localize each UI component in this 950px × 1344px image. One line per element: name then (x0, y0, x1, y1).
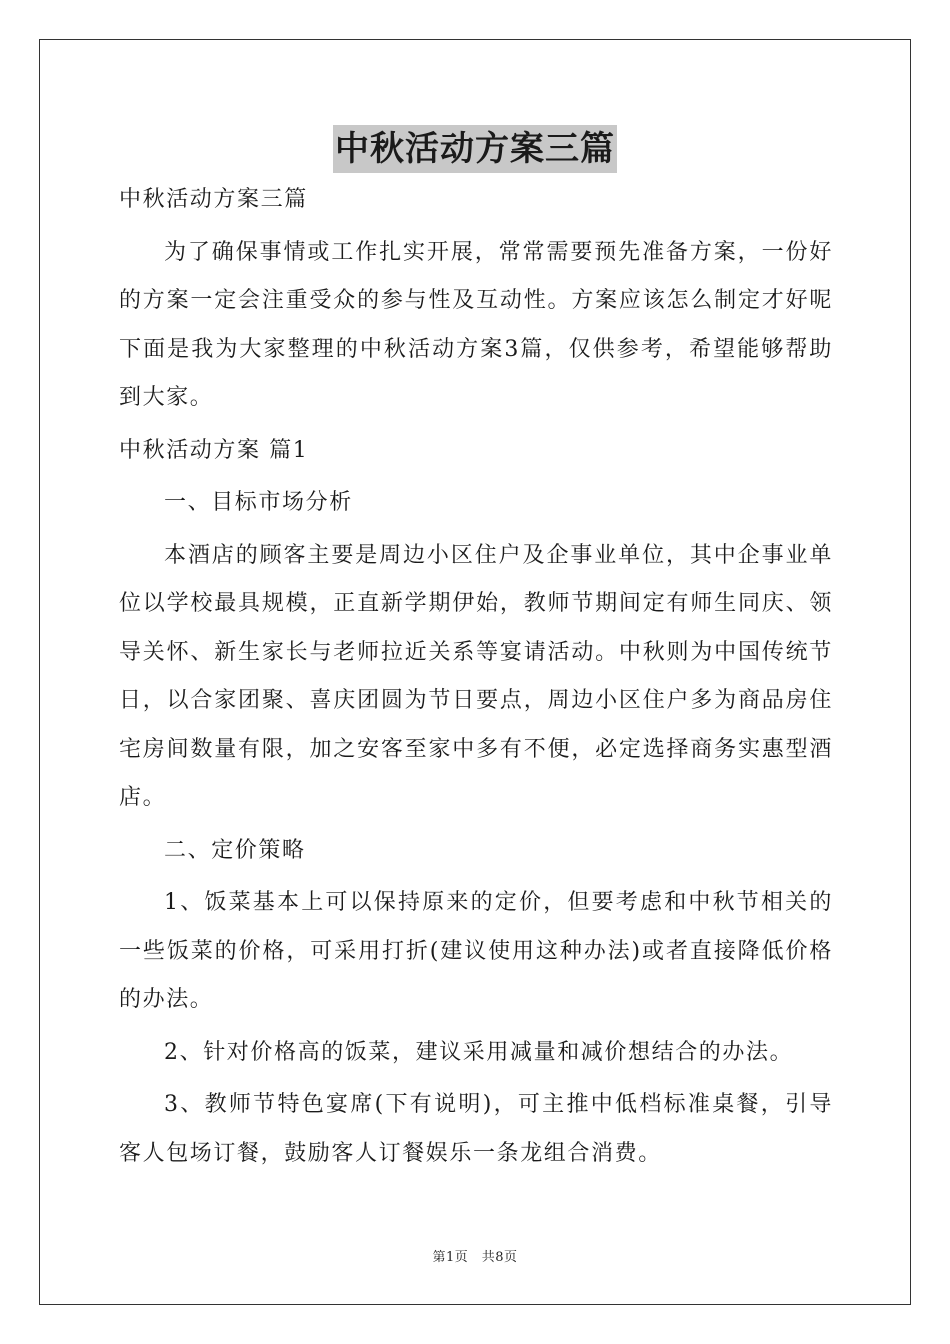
document-title-text: 中秋活动方案三篇 (333, 125, 617, 173)
paragraph-pricing-3: 3、教师节特色宴席(下有说明)，可主推中低档标准桌餐，引导客人包场订餐，鼓励客人订餐娱乐一条龙组合消费。 (119, 1092, 833, 1166)
paragraph-market-analysis: 本酒店的顾客主要是周边小区住户及企事业单位，其中企事业单位以学校最具规模，正直新学期伊始，教师节期间定有师生同庆、领导关怀、新生家长与老师拉近关系等宴请活动。中秋则为中国传统节日，以合家团聚、喜庆团圆为节日要点，周边小区住户多为商品房住宅房间数量有限，加之安客至家中多有不便，必定选择商务实惠型酒店。 (119, 542, 833, 810)
page-footer: 第1页 共8页 (432, 1250, 518, 1265)
subsection-heading-1: 一、目标市场分析 (164, 490, 353, 515)
subtitle: 中秋活动方案三篇 (119, 187, 308, 212)
paragraph-pricing-2: 2、针对价格高的饭菜，建议采用减量和减价想结合的办法。 (164, 1039, 794, 1065)
paragraph-pricing-1: 1、饭菜基本上可以保持原来的定价，但要考虑和中秋节相关的一些饭菜的价格，可采用打折(建议使用这种办法)或者直接降低价格的办法。 (119, 890, 833, 1012)
intro-paragraph: 为了确保事情或工作扎实开展，常常需要预先准备方案，一份好的方案一定会注重受众的参与性及互动性。方案应该怎么制定才好呢下面是我为大家整理的中秋活动方案3篇，仅供参考，希望能够帮助到大家。 (119, 239, 833, 410)
document-body (119, 176, 833, 1178)
document-title (0, 125, 950, 173)
section-heading: 中秋活动方案 篇1 (119, 437, 309, 463)
subsection-heading-2: 二、定价策略 (164, 837, 306, 863)
